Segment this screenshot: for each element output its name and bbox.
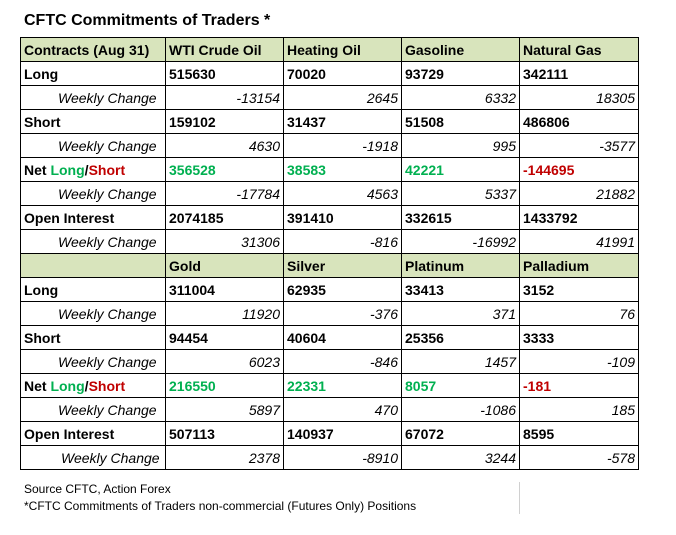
value-cell: -109	[520, 350, 639, 374]
net-change-row	[21, 182, 639, 206]
value-cell: 515630	[166, 62, 284, 86]
value-cell: -181	[520, 374, 639, 398]
open-interest-row	[21, 206, 639, 230]
header-row	[21, 254, 639, 278]
long-change-row	[21, 302, 639, 326]
net-row	[21, 374, 639, 398]
value-cell: 18305	[520, 86, 639, 110]
row-label	[21, 158, 166, 182]
value-cell: 311004	[166, 278, 284, 302]
header-row	[21, 38, 639, 62]
value-cell: -816	[284, 230, 402, 254]
value-cell: 42221	[402, 158, 520, 182]
value-cell: 31437	[284, 110, 402, 134]
table-title: CFTC Commitments of Traders *	[24, 12, 271, 29]
value-cell: 8057	[402, 374, 520, 398]
value-cell: -16992	[402, 230, 520, 254]
value-cell: -1086	[402, 398, 520, 422]
value-cell: -846	[284, 350, 402, 374]
value-cell: 6023	[166, 350, 284, 374]
commodity-header: Silver	[284, 254, 402, 278]
value-cell: 2645	[284, 86, 402, 110]
commodity-header: Palladium	[520, 254, 639, 278]
value-cell: -13154	[166, 86, 284, 110]
value-cell: 3333	[520, 326, 639, 350]
value-cell: 391410	[284, 206, 402, 230]
value-cell: 41991	[520, 230, 639, 254]
value-cell: 40604	[284, 326, 402, 350]
row-label: Open Interest	[21, 422, 166, 446]
row-label: Weekly Change	[21, 134, 166, 158]
net-long-label: Long	[50, 377, 85, 394]
value-cell: 33413	[402, 278, 520, 302]
value-cell: 2378	[166, 446, 284, 470]
commodity-header: Gold	[166, 254, 284, 278]
value-cell: 70020	[284, 62, 402, 86]
open-interest-row	[21, 422, 639, 446]
short-change-row	[21, 350, 639, 374]
value-cell: 3244	[402, 446, 520, 470]
value-cell: 486806	[520, 110, 639, 134]
value-cell: 2074185	[166, 206, 284, 230]
value-cell: 159102	[166, 110, 284, 134]
commodity-header: Heating Oil	[284, 38, 402, 62]
value-cell: 371	[402, 302, 520, 326]
value-cell: 4563	[284, 182, 402, 206]
oi-change-row	[21, 230, 639, 254]
row-label: Open Interest	[21, 206, 166, 230]
net-short-label: Short	[88, 377, 126, 394]
row-label: Weekly Change	[21, 446, 166, 470]
value-cell: -3577	[520, 134, 639, 158]
net-separator: /	[84, 377, 89, 394]
value-cell: 185	[520, 398, 639, 422]
value-cell: 342111	[520, 62, 639, 86]
value-cell: 67072	[402, 422, 520, 446]
net-prefix: Net	[24, 161, 51, 178]
value-cell: 995	[402, 134, 520, 158]
value-cell: 11920	[166, 302, 284, 326]
contracts-header	[21, 254, 166, 278]
row-label: Weekly Change	[21, 182, 166, 206]
net-row	[21, 158, 639, 182]
value-cell: 6332	[402, 86, 520, 110]
row-label: Weekly Change	[21, 86, 166, 110]
net-short-label: Short	[88, 161, 126, 178]
value-cell: -578	[520, 446, 639, 470]
net-separator: /	[84, 161, 89, 178]
value-cell: 22331	[284, 374, 402, 398]
value-cell: -144695	[520, 158, 639, 182]
value-cell: 507113	[166, 422, 284, 446]
commodity-header: Platinum	[402, 254, 520, 278]
value-cell: 3152	[520, 278, 639, 302]
long-row	[21, 278, 639, 302]
footnote: *CFTC Commitments of Traders non-commercial (Futures Only) Positions	[24, 499, 417, 513]
commodity-header: WTI Crude Oil	[166, 38, 284, 62]
value-cell: 76	[520, 302, 639, 326]
short-row	[21, 110, 639, 134]
short-row	[21, 326, 639, 350]
value-cell: -8910	[284, 446, 402, 470]
row-label: Short	[21, 326, 166, 350]
value-cell: 4630	[166, 134, 284, 158]
value-cell: 8595	[520, 422, 639, 446]
value-cell: 332615	[402, 206, 520, 230]
value-cell: 1433792	[520, 206, 639, 230]
value-cell: 21882	[520, 182, 639, 206]
value-cell: -376	[284, 302, 402, 326]
row-label: Long	[21, 278, 166, 302]
value-cell: 93729	[402, 62, 520, 86]
commodity-header: Gasoline	[402, 38, 520, 62]
long-change-row	[21, 86, 639, 110]
row-label: Short	[21, 110, 166, 134]
value-cell: 356528	[166, 158, 284, 182]
value-cell: 5897	[166, 398, 284, 422]
value-cell: 31306	[166, 230, 284, 254]
value-cell: -1918	[284, 134, 402, 158]
row-label	[21, 374, 166, 398]
row-label: Weekly Change	[21, 302, 166, 326]
net-long-label: Long	[50, 161, 85, 178]
row-label: Long	[21, 62, 166, 86]
value-cell: 470	[284, 398, 402, 422]
oi-change-row	[21, 446, 639, 470]
value-cell: 5337	[402, 182, 520, 206]
value-cell: 38583	[284, 158, 402, 182]
net-change-row	[21, 398, 639, 422]
short-change-row	[21, 134, 639, 158]
divider	[519, 482, 520, 514]
value-cell: 140937	[284, 422, 402, 446]
value-cell: 25356	[402, 326, 520, 350]
value-cell: 216550	[166, 374, 284, 398]
value-cell: 51508	[402, 110, 520, 134]
value-cell: 1457	[402, 350, 520, 374]
row-label: Weekly Change	[21, 398, 166, 422]
net-prefix: Net	[24, 377, 51, 394]
row-label: Weekly Change	[21, 230, 166, 254]
value-cell: -17784	[166, 182, 284, 206]
source-note: Source CFTC, Action Forex	[24, 482, 171, 496]
row-label: Weekly Change	[21, 350, 166, 374]
value-cell: 62935	[284, 278, 402, 302]
cot-table	[20, 37, 639, 470]
commodity-header: Natural Gas	[520, 38, 639, 62]
contracts-header: Contracts (Aug 31)	[21, 38, 166, 62]
long-row	[21, 62, 639, 86]
value-cell: 94454	[166, 326, 284, 350]
